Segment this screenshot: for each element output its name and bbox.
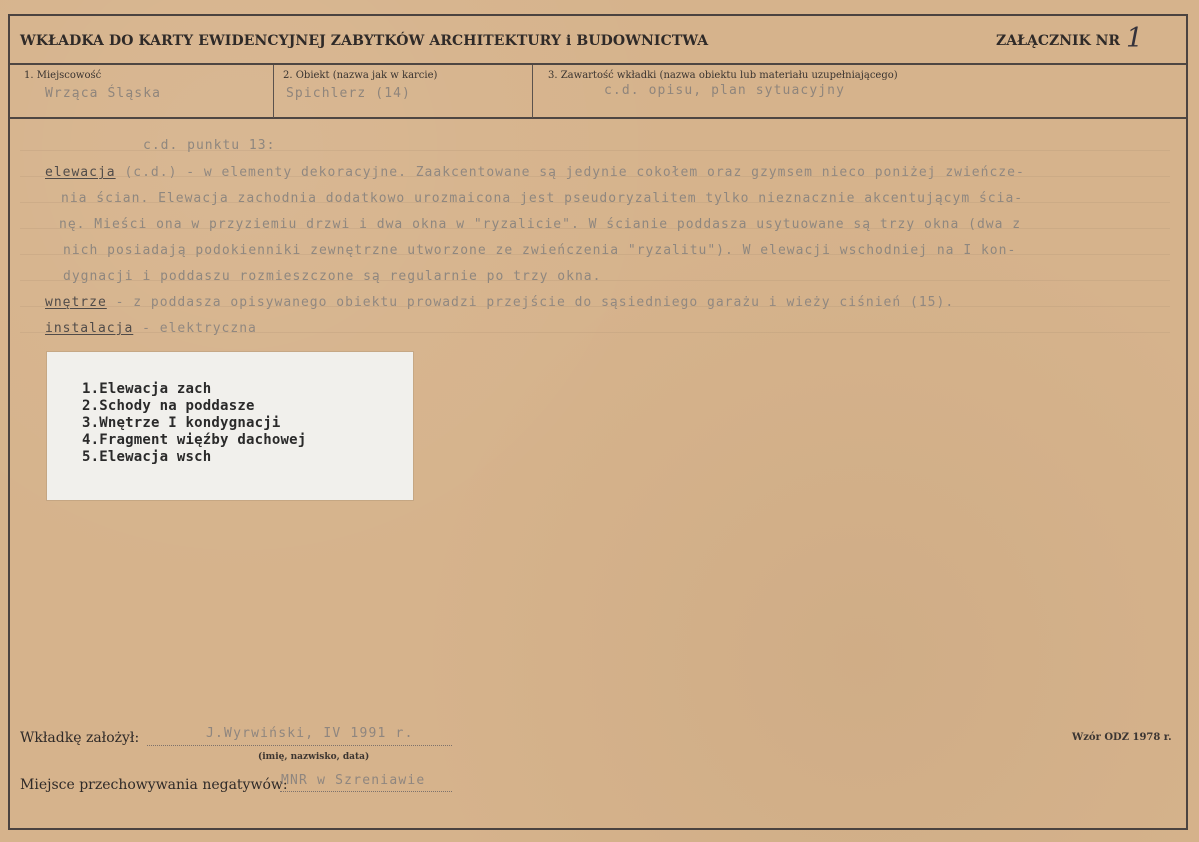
installation-keyword: instalacja [45, 321, 134, 336]
continuation-heading: c.d. punktu 13: [143, 138, 276, 153]
object-value: Spichlerz (14) [286, 86, 411, 101]
photo-list-item: 3.Wnętrze I kondygnacji [82, 415, 281, 431]
contents-label: 3. Zawartość wkładki (nazwa obiektu lub materiału uzupełniającego) [548, 70, 898, 81]
founder-value: J.Wyrwiński, IV 1991 r. [206, 726, 414, 741]
storage-underline [280, 791, 452, 792]
interior-line [45, 290, 954, 316]
elevation-text: (c.d.) - w elementy dekoracyjne. Zaakcentowane są jedynie cokołem oraz gzymsem nieco poniżej zwieńcze- [115, 165, 1025, 180]
header-separator [10, 63, 1186, 65]
object-label: 2. Obiekt (nazwa jak w karcie) [283, 70, 438, 81]
form-pattern: Wzór ODZ 1978 r. [1072, 732, 1172, 743]
document-title: WKŁADKA DO KARTY EWIDENCYJNEJ ZABYTKÓW ARCHITEKTURY i BUDOWNICTWA [20, 33, 709, 49]
photo-list-item: 5.Elewacja wsch [82, 449, 212, 465]
locality-label: 1. Miejscowość [24, 70, 102, 81]
appendix-label: ZAŁĄCZNIK NR [996, 33, 1121, 49]
elevation-paragraph-line: nę. Mieści ona w przyziemiu drzwi i dwa okna w "ryzalicie". W ścianie poddasza usytuowane są trzy okna (dwa z [59, 217, 1022, 232]
installation-text: - elektryczna [133, 321, 257, 336]
photo-list-item: 1.Elewacja zach [82, 381, 212, 397]
founder-label: Wkładkę założył: [20, 730, 140, 746]
elevation-paragraph-line [45, 160, 1025, 186]
elevation-paragraph-line: nich posiadają podokienniki zewnętrzne utworzone ze zwieńczenia "ryzalitu"). W elewacji wschodniej na I kon- [63, 243, 1017, 258]
fields-separator [10, 117, 1186, 119]
photo-list-card [47, 352, 413, 500]
founder-note: (imię, nazwisko, data) [258, 752, 370, 762]
contents-value: c.d. opisu, plan sytuacyjny [604, 83, 846, 98]
elevation-paragraph-line: dygnacji i poddaszu rozmieszczone są regularnie po trzy okna. [63, 269, 602, 284]
founder-underline [147, 745, 452, 746]
field-divider [532, 65, 533, 118]
photo-list-item: 2.Schody na poddasze [82, 398, 255, 414]
installation-line [45, 316, 257, 342]
interior-text: - z poddasza opisywanego obiektu prowadzi przejście do sąsiedniego garażu i wieży ciśnień (15). [106, 295, 955, 310]
storage-label: Miejsce przechowywania negatywów: [20, 777, 288, 793]
elevation-keyword: elewacja [45, 165, 116, 180]
storage-value: MNR w Szreniawie [281, 773, 426, 788]
appendix-number: 1 [1126, 23, 1144, 54]
elevation-paragraph-line: nia ścian. Elewacja zachodnia dodatkowo urozmaicona jest pseudoryzalitem tylko nieznacznie akcentującym ścia- [61, 191, 1024, 206]
field-divider [273, 65, 274, 118]
interior-keyword: wnętrze [45, 295, 107, 310]
photo-list-item: 4.Fragment więźby dachowej [82, 432, 307, 448]
locality-value: Wrząca Śląska [45, 86, 162, 101]
